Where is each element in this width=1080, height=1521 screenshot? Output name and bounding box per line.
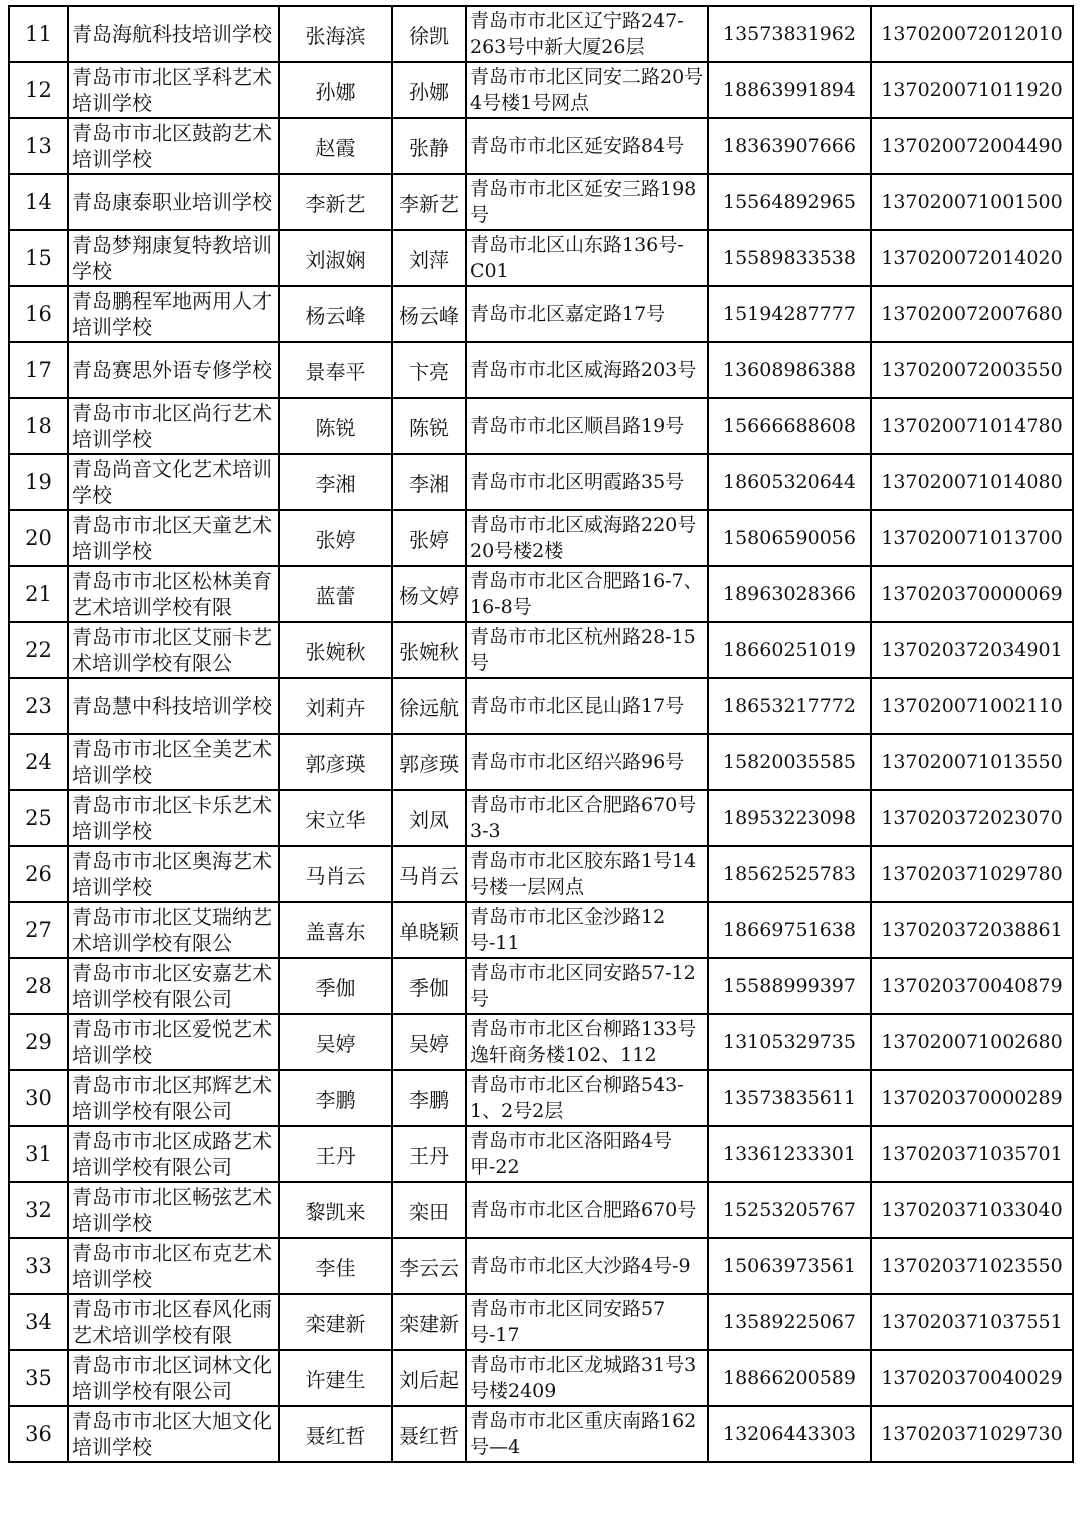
contact-name-cell: 杨文婷 xyxy=(392,566,466,622)
person-name-cell: 宋立华 xyxy=(279,790,392,846)
contact-name-cell: 李新艺 xyxy=(392,174,466,230)
person-name-cell: 张婉秋 xyxy=(279,622,392,678)
school-name-cell: 青岛市市北区鼓韵艺术培训学校 xyxy=(68,118,279,174)
address-cell: 青岛市市北区大沙路4号-9 xyxy=(466,1238,708,1294)
row-number: 23 xyxy=(9,678,68,734)
table-row xyxy=(9,1126,1073,1182)
school-name-cell: 青岛市市北区春风化雨艺术培训学校有限 xyxy=(68,1294,279,1350)
contact-name-cell: 卞亮 xyxy=(392,342,466,398)
table-row xyxy=(9,1014,1073,1070)
row-number: 21 xyxy=(9,566,68,622)
person-name-cell: 陈锐 xyxy=(279,398,392,454)
person-name-cell: 张海滨 xyxy=(279,6,392,62)
contact-name-cell: 马肖云 xyxy=(392,846,466,902)
table-row xyxy=(9,566,1073,622)
registration-code-cell: 137020371029780 xyxy=(871,846,1073,902)
address-cell: 青岛市市北区同安路57号-17 xyxy=(466,1294,708,1350)
school-name-cell: 青岛市市北区邦辉艺术培训学校有限公司 xyxy=(68,1070,279,1126)
contact-name-cell: 吴婷 xyxy=(392,1014,466,1070)
row-number: 22 xyxy=(9,622,68,678)
school-name-cell: 青岛康泰职业培训学校 xyxy=(68,174,279,230)
address-cell: 青岛市市北区重庆南路162号—4 xyxy=(466,1406,708,1462)
registration-code-cell: 137020371029730 xyxy=(871,1406,1073,1462)
address-cell: 青岛市市北区杭州路28-15号 xyxy=(466,622,708,678)
row-number: 30 xyxy=(9,1070,68,1126)
table-row xyxy=(9,678,1073,734)
school-name-cell: 青岛市市北区全美艺术培训学校 xyxy=(68,734,279,790)
school-name-cell: 青岛市市北区孚科艺术培训学校 xyxy=(68,62,279,118)
phone-cell: 13573831962 xyxy=(708,6,871,62)
row-number: 33 xyxy=(9,1238,68,1294)
school-name-cell: 青岛市市北区成路艺术培训学校有限公司 xyxy=(68,1126,279,1182)
registration-code-cell: 137020372038861 xyxy=(871,902,1073,958)
row-number: 24 xyxy=(9,734,68,790)
address-cell: 青岛市市北区台柳路133号逸轩商务楼102、112 xyxy=(466,1014,708,1070)
row-number: 14 xyxy=(9,174,68,230)
table-row xyxy=(9,1406,1073,1462)
registration-code-cell: 137020371023550 xyxy=(871,1238,1073,1294)
school-name-cell: 青岛市市北区奥海艺术培训学校 xyxy=(68,846,279,902)
contact-name-cell: 王丹 xyxy=(392,1126,466,1182)
contact-name-cell: 栾田 xyxy=(392,1182,466,1238)
contact-name-cell: 单晓颖 xyxy=(392,902,466,958)
contact-name-cell: 张静 xyxy=(392,118,466,174)
school-name-cell: 青岛尚音文化艺术培训学校 xyxy=(68,454,279,510)
registration-code-cell: 137020071002110 xyxy=(871,678,1073,734)
person-name-cell: 赵霞 xyxy=(279,118,392,174)
address-cell: 青岛市市北区延安三路198号 xyxy=(466,174,708,230)
school-name-cell: 青岛市市北区畅弦艺术培训学校 xyxy=(68,1182,279,1238)
person-name-cell: 郭彦瑛 xyxy=(279,734,392,790)
address-cell: 青岛市市北区合肥路670号 xyxy=(466,1182,708,1238)
row-number: 28 xyxy=(9,958,68,1014)
address-cell: 青岛市市北区洛阳路4号甲-22 xyxy=(466,1126,708,1182)
address-cell: 青岛市市北区合肥路16-7、16-8号 xyxy=(466,566,708,622)
registration-code-cell: 137020072004490 xyxy=(871,118,1073,174)
phone-cell: 18669751638 xyxy=(708,902,871,958)
school-name-cell: 青岛市市北区天童艺术培训学校 xyxy=(68,510,279,566)
table-row xyxy=(9,1294,1073,1350)
registration-code-cell: 137020370000069 xyxy=(871,566,1073,622)
school-name-cell: 青岛鹏程军地两用人才培训学校 xyxy=(68,286,279,342)
phone-cell: 13361233301 xyxy=(708,1126,871,1182)
registration-code-cell: 137020071001500 xyxy=(871,174,1073,230)
row-number: 12 xyxy=(9,62,68,118)
registration-code-cell: 137020370040879 xyxy=(871,958,1073,1014)
table-row xyxy=(9,510,1073,566)
row-number: 34 xyxy=(9,1294,68,1350)
row-number: 36 xyxy=(9,1406,68,1462)
person-name-cell: 刘淑娴 xyxy=(279,230,392,286)
person-name-cell: 聂红哲 xyxy=(279,1406,392,1462)
address-cell: 青岛市北区山东路136号-C01 xyxy=(466,230,708,286)
table-row xyxy=(9,846,1073,902)
row-number: 11 xyxy=(9,6,68,62)
table-row xyxy=(9,118,1073,174)
row-number: 19 xyxy=(9,454,68,510)
table-row xyxy=(9,398,1073,454)
contact-name-cell: 张婷 xyxy=(392,510,466,566)
row-number: 31 xyxy=(9,1126,68,1182)
phone-cell: 15589833538 xyxy=(708,230,871,286)
row-number: 27 xyxy=(9,902,68,958)
person-name-cell: 刘莉卉 xyxy=(279,678,392,734)
document-page xyxy=(8,5,1072,1463)
address-cell: 青岛市市北区金沙路12号-11 xyxy=(466,902,708,958)
contact-name-cell: 刘萍 xyxy=(392,230,466,286)
school-name-cell: 青岛赛思外语专修学校 xyxy=(68,342,279,398)
address-cell: 青岛市市北区绍兴路96号 xyxy=(466,734,708,790)
address-cell: 青岛市市北区威海路203号 xyxy=(466,342,708,398)
address-cell: 青岛市市北区合肥路670号3-3 xyxy=(466,790,708,846)
registration-code-cell: 137020071002680 xyxy=(871,1014,1073,1070)
row-number: 25 xyxy=(9,790,68,846)
address-cell: 青岛市市北区顺昌路19号 xyxy=(466,398,708,454)
contact-name-cell: 刘凤 xyxy=(392,790,466,846)
phone-cell: 18953223098 xyxy=(708,790,871,846)
phone-cell: 15063973561 xyxy=(708,1238,871,1294)
person-name-cell: 王丹 xyxy=(279,1126,392,1182)
phone-cell: 13589225067 xyxy=(708,1294,871,1350)
table-row xyxy=(9,1182,1073,1238)
person-name-cell: 李新艺 xyxy=(279,174,392,230)
person-name-cell: 盖喜东 xyxy=(279,902,392,958)
registration-code-cell: 137020071013700 xyxy=(871,510,1073,566)
contact-name-cell: 李鹏 xyxy=(392,1070,466,1126)
contact-name-cell: 陈锐 xyxy=(392,398,466,454)
phone-cell: 15666688608 xyxy=(708,398,871,454)
school-name-cell: 青岛市市北区安嘉艺术培训学校有限公司 xyxy=(68,958,279,1014)
registration-code-cell: 137020072007680 xyxy=(871,286,1073,342)
person-name-cell: 蓝蕾 xyxy=(279,566,392,622)
table-body xyxy=(9,6,1073,1462)
person-name-cell: 景奉平 xyxy=(279,342,392,398)
contact-name-cell: 孙娜 xyxy=(392,62,466,118)
school-name-cell: 青岛市市北区词林文化培训学校有限公司 xyxy=(68,1350,279,1406)
row-number: 32 xyxy=(9,1182,68,1238)
school-name-cell: 青岛梦翔康复特教培训学校 xyxy=(68,230,279,286)
phone-cell: 15588999397 xyxy=(708,958,871,1014)
address-cell: 青岛市市北区延安路84号 xyxy=(466,118,708,174)
school-name-cell: 青岛市市北区松林美育艺术培训学校有限 xyxy=(68,566,279,622)
contact-name-cell: 李云云 xyxy=(392,1238,466,1294)
phone-cell: 15820035585 xyxy=(708,734,871,790)
table-row xyxy=(9,622,1073,678)
registration-code-cell: 137020071011920 xyxy=(871,62,1073,118)
registration-code-cell: 137020370000289 xyxy=(871,1070,1073,1126)
registration-code-cell: 137020071014780 xyxy=(871,398,1073,454)
contact-name-cell: 徐凯 xyxy=(392,6,466,62)
address-cell: 青岛市市北区明霞路35号 xyxy=(466,454,708,510)
school-name-cell: 青岛市市北区爱悦艺术培训学校 xyxy=(68,1014,279,1070)
phone-cell: 13105329735 xyxy=(708,1014,871,1070)
person-name-cell: 张婷 xyxy=(279,510,392,566)
registration-code-cell: 137020372023070 xyxy=(871,790,1073,846)
registration-code-cell: 137020072003550 xyxy=(871,342,1073,398)
person-name-cell: 吴婷 xyxy=(279,1014,392,1070)
person-name-cell: 许建生 xyxy=(279,1350,392,1406)
person-name-cell: 黎凯来 xyxy=(279,1182,392,1238)
school-name-cell: 青岛市市北区大旭文化培训学校 xyxy=(68,1406,279,1462)
table-row xyxy=(9,454,1073,510)
address-cell: 青岛市市北区胶东路1号14号楼一层网点 xyxy=(466,846,708,902)
address-cell: 青岛市市北区同安路57-12号 xyxy=(466,958,708,1014)
contact-name-cell: 杨云峰 xyxy=(392,286,466,342)
table-row xyxy=(9,902,1073,958)
registration-code-cell: 137020072012010 xyxy=(871,6,1073,62)
person-name-cell: 孙娜 xyxy=(279,62,392,118)
contact-name-cell: 李湘 xyxy=(392,454,466,510)
phone-cell: 18562525783 xyxy=(708,846,871,902)
address-cell: 青岛市北区嘉定路17号 xyxy=(466,286,708,342)
contact-name-cell: 刘后起 xyxy=(392,1350,466,1406)
table-row xyxy=(9,958,1073,1014)
contact-name-cell: 徐远航 xyxy=(392,678,466,734)
registration-code-cell: 137020370040029 xyxy=(871,1350,1073,1406)
phone-cell: 15806590056 xyxy=(708,510,871,566)
school-name-cell: 青岛市市北区布克艺术培训学校 xyxy=(68,1238,279,1294)
person-name-cell: 季伽 xyxy=(279,958,392,1014)
table-row xyxy=(9,1350,1073,1406)
phone-cell: 15564892965 xyxy=(708,174,871,230)
row-number: 15 xyxy=(9,230,68,286)
row-number: 35 xyxy=(9,1350,68,1406)
address-cell: 青岛市市北区台柳路543-1、2号2层 xyxy=(466,1070,708,1126)
registration-code-cell: 137020372034901 xyxy=(871,622,1073,678)
phone-cell: 18963028366 xyxy=(708,566,871,622)
registration-code-cell: 137020071014080 xyxy=(871,454,1073,510)
school-name-cell: 青岛慧中科技培训学校 xyxy=(68,678,279,734)
table-row xyxy=(9,62,1073,118)
table-row xyxy=(9,230,1073,286)
table-row xyxy=(9,1070,1073,1126)
registration-code-cell: 137020371035701 xyxy=(871,1126,1073,1182)
row-number: 20 xyxy=(9,510,68,566)
school-name-cell: 青岛市市北区卡乐艺术培训学校 xyxy=(68,790,279,846)
row-number: 17 xyxy=(9,342,68,398)
phone-cell: 18660251019 xyxy=(708,622,871,678)
registration-code-cell: 137020371037551 xyxy=(871,1294,1073,1350)
school-name-cell: 青岛市市北区尚行艺术培训学校 xyxy=(68,398,279,454)
phone-cell: 15194287777 xyxy=(708,286,871,342)
contact-name-cell: 张婉秋 xyxy=(392,622,466,678)
school-name-cell: 青岛海航科技培训学校 xyxy=(68,6,279,62)
table-row xyxy=(9,6,1073,62)
phone-cell: 13206443303 xyxy=(708,1406,871,1462)
phone-cell: 18653217772 xyxy=(708,678,871,734)
table-row xyxy=(9,174,1073,230)
row-number: 16 xyxy=(9,286,68,342)
row-number: 26 xyxy=(9,846,68,902)
contact-name-cell: 栾建新 xyxy=(392,1294,466,1350)
phone-cell: 13573835611 xyxy=(708,1070,871,1126)
registration-code-cell: 137020371033040 xyxy=(871,1182,1073,1238)
person-name-cell: 栾建新 xyxy=(279,1294,392,1350)
table-row xyxy=(9,1238,1073,1294)
address-cell: 青岛市市北区昆山路17号 xyxy=(466,678,708,734)
school-registry-table xyxy=(8,5,1074,1463)
phone-cell: 18863991894 xyxy=(708,62,871,118)
contact-name-cell: 聂红哲 xyxy=(392,1406,466,1462)
row-number: 18 xyxy=(9,398,68,454)
person-name-cell: 杨云峰 xyxy=(279,286,392,342)
address-cell: 青岛市市北区同安二路20号4号楼1号网点 xyxy=(466,62,708,118)
address-cell: 青岛市市北区辽宁路247-263号中新大厦26层 xyxy=(466,6,708,62)
school-name-cell: 青岛市市北区艾丽卡艺术培训学校有限公 xyxy=(68,622,279,678)
registration-code-cell: 137020072014020 xyxy=(871,230,1073,286)
table-row xyxy=(9,790,1073,846)
person-name-cell: 李湘 xyxy=(279,454,392,510)
table-row xyxy=(9,734,1073,790)
phone-cell: 13608986388 xyxy=(708,342,871,398)
table-row xyxy=(9,342,1073,398)
phone-cell: 18363907666 xyxy=(708,118,871,174)
contact-name-cell: 季伽 xyxy=(392,958,466,1014)
phone-cell: 18866200589 xyxy=(708,1350,871,1406)
phone-cell: 15253205767 xyxy=(708,1182,871,1238)
person-name-cell: 马肖云 xyxy=(279,846,392,902)
person-name-cell: 李佳 xyxy=(279,1238,392,1294)
school-name-cell: 青岛市市北区艾瑞纳艺术培训学校有限公 xyxy=(68,902,279,958)
address-cell: 青岛市市北区龙城路31号3号楼2409 xyxy=(466,1350,708,1406)
row-number: 29 xyxy=(9,1014,68,1070)
contact-name-cell: 郭彦瑛 xyxy=(392,734,466,790)
registration-code-cell: 137020071013550 xyxy=(871,734,1073,790)
phone-cell: 18605320644 xyxy=(708,454,871,510)
address-cell: 青岛市市北区威海路220号20号楼2楼 xyxy=(466,510,708,566)
person-name-cell: 李鹏 xyxy=(279,1070,392,1126)
table-row xyxy=(9,286,1073,342)
row-number: 13 xyxy=(9,118,68,174)
